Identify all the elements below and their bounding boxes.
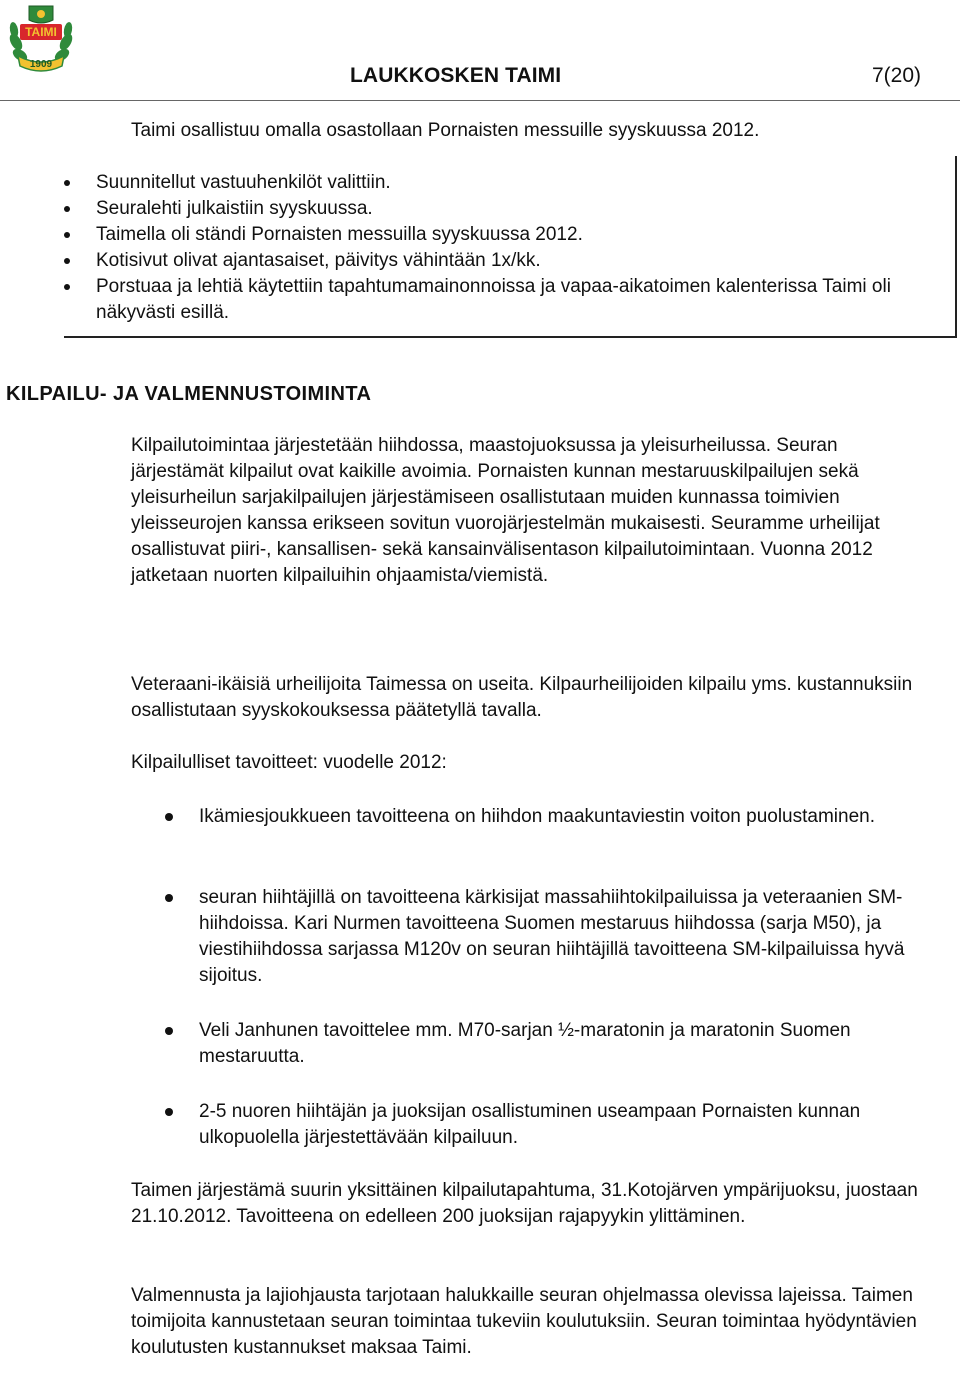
summary-item: Seuralehti julkaistiin syyskuussa. (96, 196, 936, 222)
bullet-icon (64, 284, 70, 290)
bullet-icon (165, 813, 173, 821)
goal-item: seuran hiihtäjillä on tavoitteena kärkisijat massahiihtokilpailuissa ja veteraanien SM-hiihdoissa. Kari Nurmen tavoitteena Suomen mestaruus hiihdossa (sarja M50), ja viestihiihdossa sarjassa M120v on seuran hiihtäjillä tavoitteena SM-kilpailuissa hyvä sijoitus. (199, 885, 939, 989)
header-divider (0, 100, 960, 101)
bullet-icon (64, 232, 70, 238)
intro-text: Taimi osallistuu omalla osastollaan Pornaisten messuille syyskuussa 2012. (131, 120, 760, 141)
club-logo (6, 2, 76, 76)
goal-item: Veli Janhunen tavoittelee mm. M70-sarjan ½-maratonin ja maratonin Suomen mestaruutta. (199, 1018, 939, 1070)
paragraph-veterans: Veteraani-ikäisiä urheilijoita Taimessa on useita. Kilpaurheilijoiden kilpailu yms. kustannuksiin osallistutaan syyskokouksessa päätetyllä tavalla. (131, 674, 913, 721)
summary-item: Taimella oli ständi Pornaisten messuilla syyskuussa 2012. (96, 222, 936, 248)
section-heading: KILPAILU- JA VALMENNUSTOIMINTA (6, 383, 372, 405)
logo-year: 1909 (29, 59, 53, 70)
goal-item: 2-5 nuoren hiihtäjän ja juoksijan osallistuminen useampaan Pornaisten kunnan ulkopuolella järjestettävään kilpailuun. (199, 1099, 939, 1151)
bullet-icon (64, 258, 70, 264)
goal-item: Ikämiesjoukkueen tavoitteena on hiihdon maakuntaviestin voiton puolustaminen. (199, 804, 939, 830)
bullet-icon (64, 180, 70, 186)
paragraph-event: Taimen järjestämä suurin yksittäinen kilpailutapahtuma, 31.Kotojärven ympärijuoksu, juostaan 21.10.2012. Tavoitteena on edelleen 200 juoksijan rajapyykin ylittäminen. (131, 1180, 918, 1227)
bullet-icon (165, 1108, 173, 1116)
summary-item: Kotisivut olivat ajantasaiset, päivitys vähintään 1x/kk. (96, 248, 936, 274)
paragraph-coaching: Valmennusta ja lajiohjausta tarjotaan halukkaille seuran ohjelmassa olevissa lajeissa. Taimen toimijoita kannustetaan seuran toimintaa tukeviin koulutuksiin. Seuran toimintaa hyödyntävien koulutusten kustannukset maksaa Taimi. (131, 1285, 917, 1358)
summary-list (96, 170, 936, 326)
bullet-icon (165, 1027, 173, 1035)
bullet-icon (165, 894, 173, 902)
page-number: 7(20) (872, 64, 922, 87)
summary-item: Porstuaa ja lehtiä käytettiin tapahtumamainonnoissa ja vapaa-aikatoimen kalenterissa Taimi oli näkyvästi esillä. (96, 274, 936, 326)
paragraph-competition: Kilpailutoimintaa järjestetään hiihdossa, maastojuoksussa ja yleisurheilussa. Seuran järjestämät kilpailut ovat kaikille avoimia. Pornaisten kunnan mestaruuskilpailujen sekä yleisurheilun sarjakilpailujen järjestämiseen osallistutaan muiden kunnassa toimivien yleisseurojen kanssa erikseen sovitun vuorojärjestelmän mukaisesti. Seuramme urheilijat osallistuvat piiri-, kansallisen- sekä kansainvälisentason kilpailutoimintaan. Vuonna 2012 jatketaan nuorten kilpailuihin ohjaamista/viemistä. (131, 435, 880, 586)
document-title: LAUKKOSKEN TAIMI (350, 64, 562, 87)
bullet-icon (64, 206, 70, 212)
summary-item: Suunnitellut vastuuhenkilöt valittiin. (96, 170, 936, 196)
goals-heading: Kilpailulliset tavoitteet: vuodelle 2012: (131, 752, 447, 773)
logo-text: TAIMI (25, 25, 57, 39)
